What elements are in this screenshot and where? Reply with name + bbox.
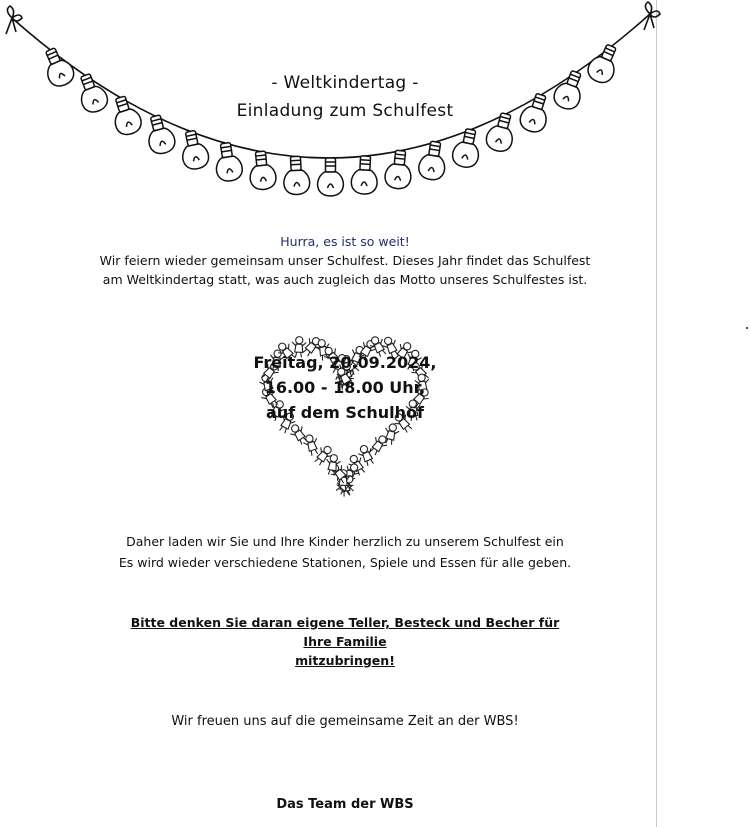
signature: Das Team der WBS (276, 797, 414, 812)
light-bulb-icon (248, 150, 278, 190)
title-line-1: - Weltkindertag - (271, 73, 419, 93)
light-bulb-icon (318, 158, 344, 196)
event-date: Freitag, 20.09.2024, (253, 353, 437, 372)
closing-text: Wir freuen uns auf die gemeinsame Zeit an der WBS! (171, 714, 519, 729)
light-bulb-icon (351, 155, 379, 194)
light-bulb-icon (178, 129, 211, 171)
notice-line-1: Bitte denken Sie daran eigene Teller, Besteck und Becher für Ihre Familie (130, 615, 560, 649)
intro-line-1: Hurra, es ist so weit! (280, 234, 410, 249)
intro-line-2: Wir feiern wieder gemeinsam unser Schulfest. Dieses Jahr findet das Schulfest (99, 253, 591, 268)
title-line-2: Einladung zum Schulfest (236, 101, 454, 121)
body-line-1: Daher laden wir Sie und Ihre Kinder herzlich zu unserem Schulfest ein (126, 534, 564, 549)
light-bulb-icon (283, 156, 311, 195)
event-place: auf dem Schulhof (266, 403, 424, 422)
body-line-2: Es wird wieder verschiedene Stationen, Spiele und Essen für alle geben. (118, 555, 572, 570)
intro-text (0, 232, 690, 289)
body-text (0, 531, 690, 573)
light-bulb-icon (384, 149, 414, 189)
child-figure-icon (287, 422, 310, 447)
light-bulb-icon (450, 127, 483, 170)
event-details (240, 350, 450, 425)
stray-mark (746, 327, 748, 329)
intro-line-3: am Weltkindertag statt, was auch zugleich das Motto unseres Schulfestes ist. (102, 272, 588, 287)
event-time: 16.00 - 18.00 Uhr, (264, 378, 426, 397)
notice-text (120, 613, 570, 670)
notice-line-2: mitzubringen! (295, 653, 395, 668)
